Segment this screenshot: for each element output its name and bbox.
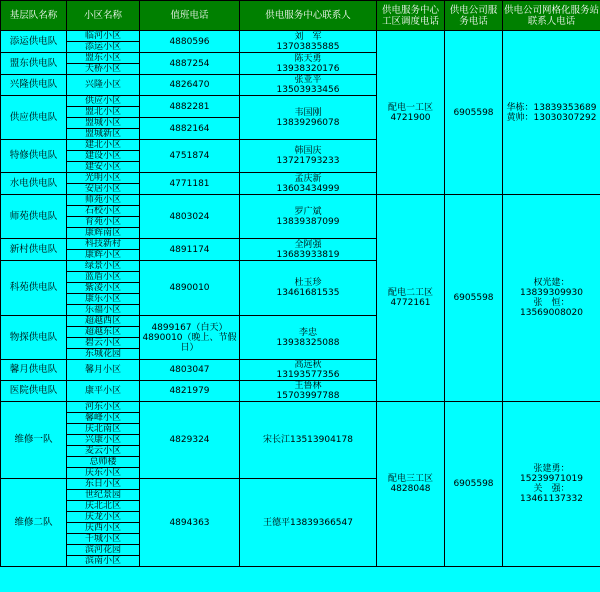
center-contact — [240, 75, 377, 96]
duty-phone: 4887254 — [140, 53, 240, 75]
community-name: 庆龙小区 — [67, 512, 140, 523]
center-contact: 王德平13839366547 — [240, 479, 377, 567]
duty-phone: 4880596 — [140, 31, 240, 53]
team-name: 新村供电队 — [1, 239, 67, 261]
community-name: 盟北小区 — [67, 107, 140, 118]
dispatch-name: 配电二工区 — [387, 288, 433, 298]
header-service: 供电公司服务电话 — [445, 1, 503, 31]
duty-phone: 4803024 — [140, 195, 240, 239]
duty-phone: 4826470 — [140, 75, 240, 96]
center-contact-line: 13721793233 — [276, 156, 340, 166]
service-phone: 6905598 — [445, 195, 503, 402]
table-row — [1, 195, 600, 206]
center-contact-line: 13938325088 — [276, 337, 340, 348]
center-contact-line: 孟庆新 — [294, 173, 322, 184]
center-contact-line: 全阿强 — [294, 239, 322, 250]
center-contact-line: 李忠 — [298, 327, 317, 338]
header-community: 小区名称 — [67, 1, 140, 31]
grid-contact-line: 15239971019 — [520, 474, 583, 484]
community-name: 康平小区 — [67, 381, 140, 402]
center-contact — [240, 140, 377, 173]
community-name: 康乐小区 — [67, 294, 140, 305]
team-name: 盟东供电队 — [1, 53, 67, 75]
center-contact-line: 13503933456 — [276, 85, 340, 95]
community-name: 康辉小区 — [67, 250, 140, 261]
team-name: 医院供电队 — [1, 381, 67, 402]
community-name: 光明小区 — [67, 173, 140, 184]
team-name: 师苑供电队 — [1, 195, 67, 239]
community-name: 总师楼 — [67, 457, 140, 468]
community-name: 超越东区 — [67, 327, 140, 338]
grid-contact — [503, 31, 600, 195]
grid-contact-line: 张建勇： — [533, 464, 570, 474]
center-contact: 宋长江13513904178 — [240, 402, 377, 479]
community-name: 庆东小区 — [67, 468, 140, 479]
center-contact-line: 杜玉珍 — [294, 278, 322, 288]
team-name: 水电供电队 — [1, 173, 67, 195]
dispatch-phone — [377, 195, 445, 402]
center-contact-line: 张亚平 — [294, 75, 322, 85]
header-center-contact: 供电服务中心联系人 — [240, 1, 377, 31]
center-contact-line: 陈天勇 — [294, 53, 322, 64]
community-name: 供应小区 — [67, 96, 140, 107]
duty-phone: 4803047 — [140, 360, 240, 381]
grid-contact-line: 黄帅：13030307292 — [506, 112, 597, 123]
dispatch-number: 4721900 — [390, 112, 431, 123]
community-name: 馨峰小区 — [67, 413, 140, 424]
dispatch-number: 4772161 — [390, 298, 431, 308]
duty-phone: 4771181 — [140, 173, 240, 195]
community-name: 绿景小区 — [67, 261, 140, 272]
community-name: 河东小区 — [67, 402, 140, 413]
header-row — [1, 1, 600, 31]
team-name: 物探供电队 — [1, 316, 67, 360]
duty-phone: 4751874 — [140, 140, 240, 173]
community-name: 滨南小区 — [67, 556, 140, 567]
community-name: 东城花园 — [67, 349, 140, 360]
community-name: 庆西小区 — [67, 523, 140, 534]
dispatch-number: 4828048 — [390, 484, 431, 494]
duty-phone: 4891174 — [140, 239, 240, 261]
duty-phone: 4882164 — [140, 118, 240, 140]
duty-phone-line: 4899167（白天） — [151, 322, 228, 333]
center-contact-line: 高远秋 — [294, 360, 322, 370]
community-name: 千城小区 — [67, 534, 140, 545]
grid-contact-line: 13461137332 — [520, 494, 583, 504]
center-contact-line: 罗广斌 — [294, 206, 322, 217]
community-name: 科技新村 — [67, 239, 140, 250]
grid-contact-line: 13839309930 — [520, 288, 583, 298]
dispatch-phone — [377, 31, 445, 195]
center-contact — [240, 96, 377, 140]
center-contact-line: 韦国刚 — [294, 107, 322, 118]
duty-phone: 4882281 — [140, 96, 240, 118]
center-contact — [240, 381, 377, 402]
duty-phone: 4894363 — [140, 479, 240, 567]
community-name: 天桥小区 — [67, 64, 140, 75]
center-contact — [240, 239, 377, 261]
center-contact-line: 13461681535 — [276, 288, 340, 298]
duty-phone: 4890010 — [140, 261, 240, 316]
grid-contact-line: 权光建： — [533, 278, 570, 288]
community-name: 乐福小区 — [67, 305, 140, 316]
duty-phone — [140, 316, 240, 360]
center-contact — [240, 261, 377, 316]
center-contact — [240, 195, 377, 239]
team-name: 添运供电队 — [1, 31, 67, 53]
grid-contact — [503, 402, 600, 567]
center-contact-line: 王鲁林 — [294, 381, 322, 391]
center-contact-line: 13683933819 — [276, 249, 340, 260]
team-name: 兴隆供电队 — [1, 75, 67, 96]
community-name: 滨河花园 — [67, 545, 140, 556]
center-contact-line: 13839296078 — [276, 117, 340, 128]
center-contact-line: 15703997788 — [276, 391, 340, 401]
duty-phone-line: 4890010（晚上、节假日） — [142, 332, 237, 353]
grid-contact — [503, 195, 600, 402]
header-grid: 供电公司网格化服务站联系人电话 — [503, 1, 600, 31]
community-name: 育苑小区 — [67, 217, 140, 228]
community-name: 临河小区 — [67, 31, 140, 42]
team-name: 科苑供电队 — [1, 261, 67, 316]
community-name: 盟东小区 — [67, 53, 140, 64]
dispatch-name: 配电一工区 — [387, 102, 433, 113]
header-duty: 值班电话 — [140, 1, 240, 31]
center-contact-line: 13193577356 — [276, 370, 340, 380]
community-name: 麦云小区 — [67, 446, 140, 457]
team-name: 馨月供电队 — [1, 360, 67, 381]
header-dispatch: 供电服务中心工区调度电话 — [377, 1, 445, 31]
community-name: 建设小区 — [67, 151, 140, 162]
center-contact-line: 韩国庆 — [294, 146, 322, 156]
team-name: 维修一队 — [1, 402, 67, 479]
grid-contact-line: 13569008020 — [520, 308, 583, 318]
center-contact-line: 13703835885 — [276, 41, 340, 52]
duty-phone: 4821979 — [140, 381, 240, 402]
center-contact — [240, 53, 377, 75]
community-name: 馨月小区 — [67, 360, 140, 381]
community-name: 兴隆小区 — [67, 75, 140, 96]
table-row — [1, 402, 600, 413]
center-contact-line: 13938320176 — [276, 63, 340, 74]
grid-contact-line: 关 强： — [533, 484, 570, 494]
duty-phone: 4829324 — [140, 402, 240, 479]
community-name: 世纪景园 — [67, 490, 140, 501]
community-name: 石校小区 — [67, 206, 140, 217]
header-team: 基层队名称 — [1, 1, 67, 31]
grid-contact-line: 张 恒： — [533, 298, 570, 308]
center-contact-line: 13603434999 — [276, 183, 340, 194]
community-name: 安居小区 — [67, 184, 140, 195]
community-name: 师苑小区 — [67, 195, 140, 206]
community-name: 建北小区 — [67, 140, 140, 151]
center-contact — [240, 360, 377, 381]
center-contact — [240, 31, 377, 53]
dispatch-name: 配电三工区 — [387, 474, 433, 484]
service-phone: 6905598 — [445, 31, 503, 195]
center-contact — [240, 316, 377, 360]
community-name: 紫凌小区 — [67, 283, 140, 294]
community-name: 庆北南区 — [67, 424, 140, 435]
community-name: 盟城小区 — [67, 118, 140, 129]
center-contact — [240, 173, 377, 195]
grid-contact-line: 华栋：13839353689 — [506, 102, 597, 113]
center-contact-line: 13839387099 — [276, 216, 340, 227]
community-name: 庆北北区 — [67, 501, 140, 512]
dispatch-phone — [377, 402, 445, 567]
center-contact-line: 刘 军 — [294, 31, 322, 42]
community-name: 盟城新区 — [67, 129, 140, 140]
team-name: 特修供电队 — [1, 140, 67, 173]
table-row — [1, 31, 600, 42]
community-name: 碧云小区 — [67, 338, 140, 349]
community-name: 兴康小区 — [67, 435, 140, 446]
community-name: 添运小区 — [67, 42, 140, 53]
community-name: 东日小区 — [67, 479, 140, 490]
service-phone: 6905598 — [445, 402, 503, 567]
community-name: 康辉南区 — [67, 228, 140, 239]
community-name: 蓝盾小区 — [67, 272, 140, 283]
team-name: 供应供电队 — [1, 96, 67, 140]
community-name: 建安小区 — [67, 162, 140, 173]
team-name: 维修二队 — [1, 479, 67, 567]
community-name: 超越西区 — [67, 316, 140, 327]
